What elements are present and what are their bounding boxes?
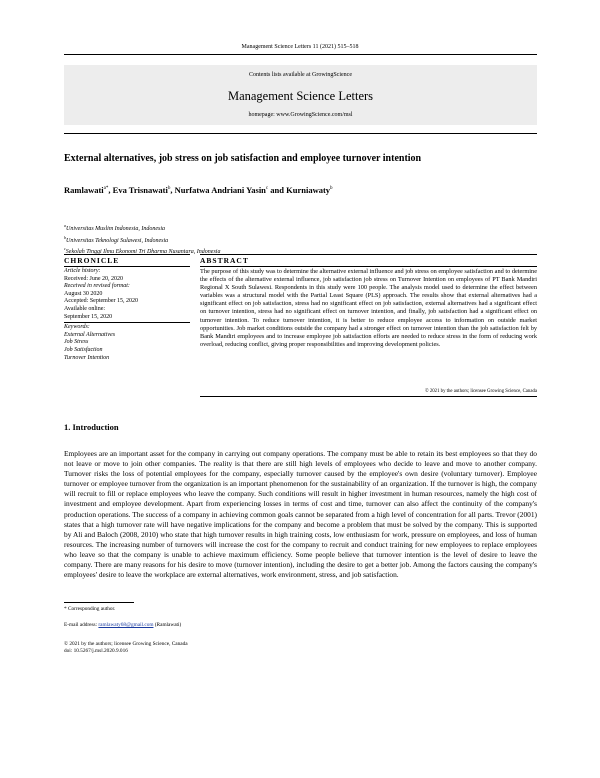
journal-name: Management Science Letters (227, 89, 374, 103)
affiliation-list (64, 222, 364, 257)
affiliation-text: Universitas Teknologi Sulawesi, Indonesia (66, 237, 169, 244)
revised-date: August 30 2020 (64, 290, 103, 297)
author-name: Ramlawati (64, 185, 104, 195)
affiliation-mark: b (64, 234, 66, 240)
abstract-text: The purpose of this study was to determine the alternative external influence and job stress on employee satisfaction and to determine the effects of the alternative external influence, job satisfaction job stress on Turnover Intention on employees of PT Bank Mandiri Regional X South Sulawesi. Respondents in this study were 100 people. The analysis model used to determine the effect between variables was a structural model with the Partial Least Square (PLS) approach. The results show that external alternatives had a significant effect on job satisfaction, stress had no significant effect on job satisfaction, external alternatives had a significant effect on turnover intention, stress had no significant effect on turnover intention, and finally, job satisfaction had a significant effect on turnover intention. To reduce turnover intention, it is better to reduce employee access to information on outside market opportunities. Job market conditions outside the company had a stronger effect on turnover intention than the job satisfaction felt by Bank Mandiri employees and to increase employee job satisfaction efforts are needed to reduce stress in the form of reducing work overload, reducing conflict, giving proper responsibilities and improving development policies. (200, 268, 537, 348)
keywords-divider (64, 322, 190, 323)
author-affiliation-mark: b (330, 186, 333, 192)
accepted-date: Accepted: September 15, 2020 (64, 298, 138, 305)
footer-copyright-block (64, 641, 188, 655)
chronicle-heading: CHRONICLE (64, 254, 190, 267)
doi[interactable]: doi: 10.5267/j.msl.2020.9.016 (64, 648, 128, 654)
email-label: E-mail address: (64, 622, 99, 628)
journal-homepage[interactable]: homepage: www.GrowingScience.com/msl (248, 112, 353, 118)
author-list (64, 185, 537, 195)
contents-availability-line: Contents lists available at GrowingScience (249, 72, 352, 78)
revised-label: Received in revised format: (64, 283, 130, 290)
author-name: Eva Trisnawati (112, 185, 168, 195)
keyword: Job Stress (64, 339, 89, 346)
author-name: Kurniawaty (286, 185, 331, 195)
email-owner: (Ramlawati) (153, 622, 182, 628)
author-separator: , (108, 185, 113, 195)
email-link[interactable]: ramlawaty68@gmail.com (98, 622, 154, 628)
footnote-divider (64, 602, 134, 603)
keyword: Job Satisfaction (64, 346, 103, 353)
keywords-label: Keywords: (64, 324, 90, 331)
affiliation-item (64, 222, 364, 234)
received-date: Received: June 20, 2020 (64, 275, 123, 282)
footer-copyright: © 2021 by the authors; licensee Growing Science, Canada (64, 641, 188, 647)
affiliation-mark: a (64, 223, 66, 228)
article-title: External alternatives, job stress on job satisfaction and employee turnover intention (64, 153, 422, 164)
abstract-heading: ABSTRACT (200, 254, 537, 267)
author-affiliation-mark: b (167, 186, 171, 192)
keyword: External Alternatives (64, 331, 116, 338)
affiliation-item (64, 234, 364, 246)
journal-masthead (64, 54, 537, 134)
author-separator: and (268, 185, 287, 195)
online-label: Available online: (64, 305, 106, 312)
online-date: September 15, 2020 (64, 313, 113, 320)
abstract-copyright: © 2021 by the authors; licensee Growing Science, Canada (200, 389, 537, 397)
introduction-heading: 1. Introduction (64, 422, 119, 432)
affiliation-mark: c (64, 246, 66, 251)
corresponding-author-note: * Corresponding author. (64, 606, 116, 612)
history-label: Article history: (64, 268, 101, 274)
author-name: Nurfatwa Andriani Yasin (174, 185, 266, 195)
email-footnote (64, 622, 181, 628)
article-chronicle (64, 268, 190, 362)
keyword: Turnover Intention (64, 354, 110, 361)
running-header-citation: Management Science Letters 11 (2021) 515–518 (241, 44, 359, 50)
author-affiliation-mark: a* (103, 186, 109, 192)
affiliation-text: Universitas Muslim Indonesia, Indonesia (66, 226, 165, 232)
affiliation-text: Sekolah Tinggi Ilmu Ekonomi Tri Dharma Nusantara, Indonesia (65, 249, 221, 255)
author-affiliation-mark: c (265, 186, 269, 192)
introduction-body: Employees are an important asset for the company in carrying out company operations. The company must be able to retain its best employees so that they do not leave or move to join other companies. The reality is that there are still high levels of employees who decide to leave and move to another company. Turnover risks the loss of potential employees for the company, especially turnover caused by the employee's own desire (voluntary turnover). Employee turnover or employee turnover from the organization is an important phenomenon for the sustainability of an organization. If the turnover is high, the company will recruit to fill or replace employees who leave the company. Such conditions will result in higher investment in human resources, namely the high cost of investment and employee development. Apart from experiencing losses in terms of cost and time, turnover can also affect the continuity of the company's production operations. The success of a company in achieving common goals cannot be separated from a high level of concentration for all parts. Trevor (2001) states that a high turnover rate will have negative implications for the company and become a problem that must be solved by the company. This is supported by Ali and Baloch (2008, 2010) who state that high turnover results in high training costs, low enthusiasm for work, pressure on employees, and loss of human resources. The increasing number of turnovers will increase the cost for the company to recruit and conduct training for new employees to replace employees who leave so that the company is unable to achieve maximum efficiency. Some people believe that turnover intention is the level of desire to leave the company. There are many reasons for his desire to move (turnover intention), including the desire to get a better job. Among the factors causing the company's employees' desire to leave the workplace are external alternatives, work environment, stress, and job satisfaction. (64, 449, 537, 580)
author-separator: , (170, 185, 175, 195)
